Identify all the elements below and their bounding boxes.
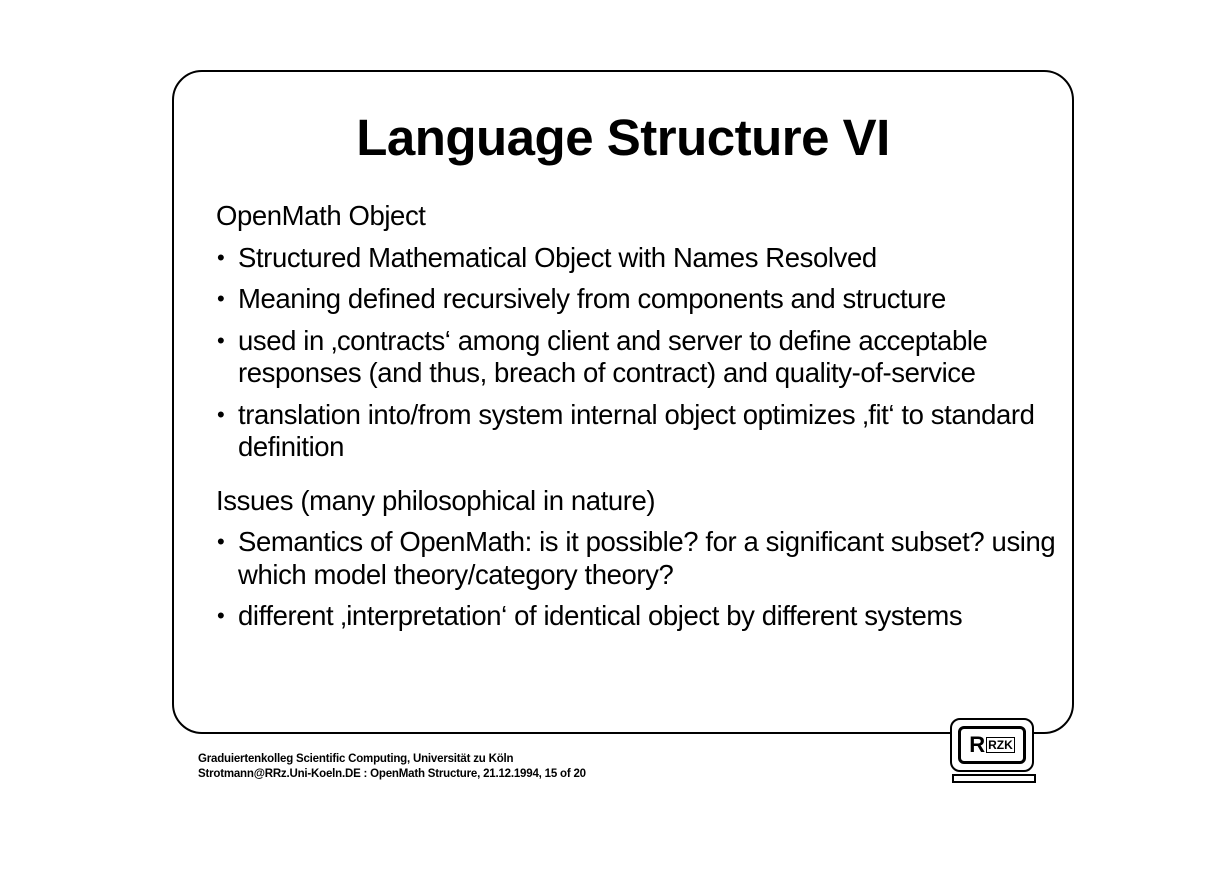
bullet-text: Structured Mathematical Object with Names Resolved — [238, 241, 877, 273]
logo-screen-inner — [958, 726, 1026, 764]
slide-title: Language Structure VI — [356, 109, 890, 166]
bullet-item — [216, 600, 1056, 633]
section-heading-openmath-object: OpenMath Object — [216, 200, 426, 231]
slide-content — [216, 200, 1056, 642]
logo-text: RZK — [988, 738, 1013, 752]
bullet-item — [216, 325, 1056, 390]
logo-keyboard-icon — [952, 774, 1036, 783]
bullet-icon: • — [217, 603, 225, 628]
bullet-icon: • — [217, 401, 225, 427]
bullet-item — [216, 526, 1056, 591]
bullet-icon: • — [217, 244, 225, 270]
footer-line-author: Strotmann@RRz.Uni-Koeln.DE : OpenMath Structure, 21.12.1994, 15 of 20 — [198, 768, 586, 780]
footer-line-institution: Graduiertenkolleg Scientific Computing, Universität zu Köln — [198, 753, 514, 765]
bullet-item — [216, 283, 1056, 316]
bullet-icon: • — [217, 529, 225, 554]
bullet-text: different ‚interpretation‘ of identical object by different systems — [238, 600, 963, 631]
bullet-list-openmath-object — [216, 242, 1056, 464]
section-heading-issues: Issues (many philosophical in nature) — [216, 484, 656, 516]
rrzk-logo — [950, 718, 1038, 786]
bullet-item — [216, 242, 1056, 275]
bullet-text: Semantics of OpenMath: is it possible? for a significant subset? using which model theory/category theory? — [238, 526, 1056, 590]
bullet-icon: • — [217, 327, 225, 353]
bullet-text: used in ‚contracts‘ among client and server to define acceptable responses (and thus, breach of contract) and quality-of-service — [238, 324, 988, 388]
logo-letter: R — [969, 732, 986, 757]
bullet-text: translation into/from system internal object optimizes ‚fit‘ to standard definition — [238, 398, 1035, 462]
logo-monitor-icon — [950, 718, 1034, 772]
bullet-item — [216, 399, 1056, 464]
bullet-list-issues — [216, 526, 1056, 633]
slide-footer — [198, 752, 586, 782]
section-spacer — [216, 473, 1056, 485]
bullet-icon: • — [217, 286, 225, 311]
bullet-text: Meaning defined recursively from components and structure — [238, 283, 946, 314]
